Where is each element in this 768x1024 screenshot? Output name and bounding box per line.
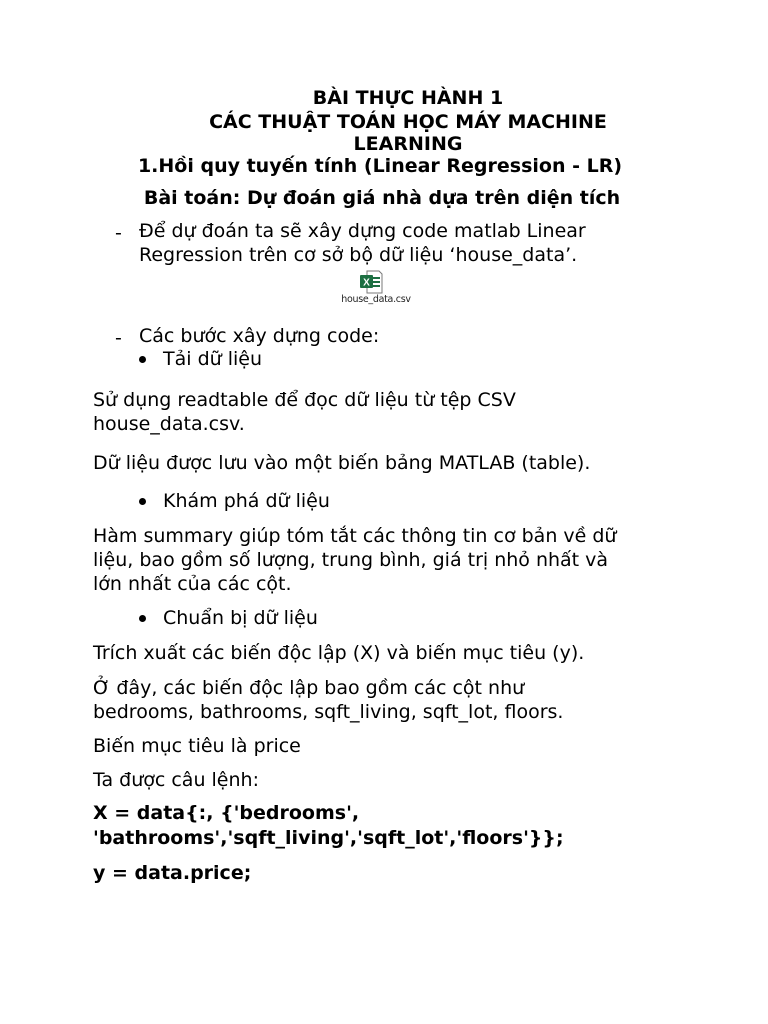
paragraph-summary-line2: liệu, bao gồm số lượng, trung bình, giá trị nhỏ nhất và	[93, 549, 609, 571]
doc-title-line1: BÀI THỰC HÀNH 1	[312, 87, 504, 109]
step-explore-data: Khám phá dữ liệu	[163, 490, 330, 512]
code-line1: X = data{:, {'bedrooms',	[93, 802, 360, 824]
attachment-filename[interactable]: house_data.csv	[341, 294, 411, 305]
paragraph-summary-line3: lớn nhất của các cột.	[93, 573, 292, 595]
excel-icon-letter: X	[363, 277, 370, 289]
paragraph-extract: Trích xuất các biến độc lập (X) và biến mục tiêu (y).	[93, 642, 585, 664]
intro-line2: Regression trên cơ sở bộ dữ liệu ‘house_data’.	[139, 244, 578, 266]
section-heading: 1.Hồi quy tuyến tính (Linear Regression - LR)	[137, 155, 623, 177]
paragraph-table: Dữ liệu được lưu vào một biến bảng MATLAB (table).	[93, 452, 591, 474]
dash-bullet: -	[115, 222, 122, 244]
doc-title-line3: LEARNING	[353, 133, 463, 155]
paragraph-target: Biến mục tiêu là price	[93, 735, 301, 757]
paragraph-readtable-line2: house_data.csv.	[93, 413, 245, 435]
paragraph-features-line2: bedrooms, bathrooms, sqft_living, sqft_lot, floors.	[93, 701, 564, 723]
bullet-dot	[139, 615, 146, 622]
paragraph-summary-line1: Hàm summary giúp tóm tắt các thông tin cơ bản về dữ	[93, 525, 617, 547]
excel-file-icon[interactable]	[359, 270, 383, 294]
step-load-data: Tải dữ liệu	[163, 348, 262, 370]
bullet-dot	[139, 498, 146, 505]
code-line2: 'bathrooms','sqft_living','sqft_lot','floors'}};	[93, 827, 564, 849]
paragraph-features-line1: Ở đây, các biến độc lập bao gồm các cột như	[93, 677, 525, 699]
steps-label: Các bước xây dựng code:	[139, 325, 380, 347]
paragraph-command: Ta được câu lệnh:	[93, 769, 259, 791]
code-line3: y = data.price;	[93, 862, 252, 884]
paragraph-readtable-line1: Sử dụng readtable để đọc dữ liệu từ tệp CSV	[93, 389, 516, 411]
bullet-dot	[139, 356, 146, 363]
intro-line1: Để dự đoán ta sẽ xây dựng code matlab Linear	[139, 220, 586, 242]
doc-title-line2: CÁC THUẬT TOÁN HỌC MÁY MACHINE	[209, 111, 607, 133]
dash-bullet: -	[115, 327, 122, 349]
step-prepare-data: Chuẩn bị dữ liệu	[163, 607, 318, 629]
problem-heading: Bài toán: Dự đoán giá nhà dựa trên diện tích	[143, 187, 621, 209]
